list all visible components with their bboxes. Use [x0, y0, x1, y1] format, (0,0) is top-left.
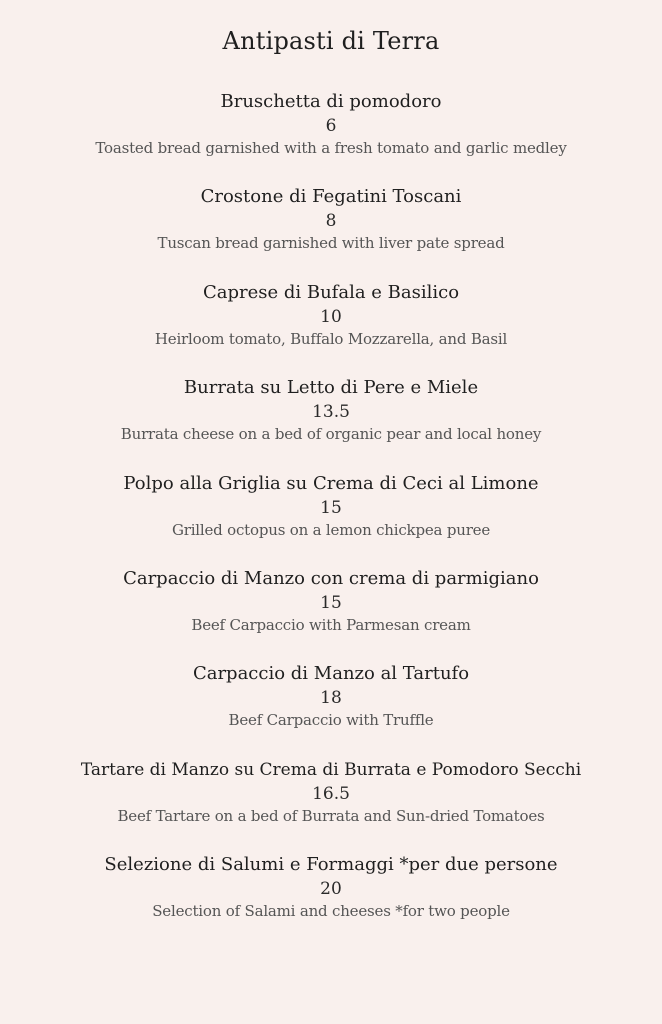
- menu-item-description: Selection of Salami and cheeses *for two people: [152, 902, 510, 921]
- menu-item-price: 10: [320, 306, 342, 327]
- menu-item: [0, 661, 662, 756]
- menu-items-list: [0, 89, 662, 948]
- menu-item-description: Beef Carpaccio with Parmesan cream: [191, 615, 471, 634]
- menu-title: Antipasti di Terra: [222, 27, 440, 55]
- menu-item-description: Grilled octopus on a lemon chickpea puree: [171, 520, 491, 539]
- menu-item: [0, 757, 662, 852]
- menu-item-name: Tartare di Manzo su Crema di Burrata e Pomodoro Secchi: [80, 759, 582, 780]
- menu-item-name: Selezione di Salumi e Formaggi *per due persone: [104, 854, 558, 876]
- menu-item-name: Carpaccio di Manzo con crema di parmigiano: [123, 567, 539, 589]
- menu-item-price: 18: [320, 688, 342, 709]
- menu-item-description: Beef Tartare on a bed of Burrata and Sun-dried Tomatoes: [117, 806, 545, 825]
- menu-item-name: Carpaccio di Manzo al Tartufo: [192, 663, 470, 685]
- menu-item-description: Tuscan bread garnished with liver pate spread: [157, 234, 505, 253]
- menu-item: [0, 89, 662, 184]
- menu-item: [0, 471, 662, 566]
- menu-item-price: 6: [325, 116, 337, 136]
- menu-item: [0, 852, 662, 947]
- menu-item: [0, 375, 662, 470]
- menu-item-price: 16.5: [312, 783, 350, 804]
- menu-item-price: 15: [320, 497, 342, 518]
- menu-item: [0, 184, 662, 279]
- menu-item-name: Crostone di Fegatini Toscani: [200, 186, 462, 208]
- menu-item-description: Heirloom tomato, Buffalo Mozzarella, and Basil: [154, 329, 508, 348]
- menu-item: [0, 566, 662, 661]
- menu-item-name: Caprese di Bufala e Basilico: [202, 281, 460, 303]
- menu-item-name: Bruschetta di pomodoro: [220, 91, 442, 112]
- menu-item: [0, 280, 662, 375]
- menu-item-price: 15: [320, 592, 342, 613]
- menu-item-description: Toasted bread garnished with a fresh tomato and garlic medley: [95, 139, 567, 157]
- menu-item-description: Beef Carpaccio with Truffle: [228, 711, 434, 730]
- menu-item-price: 20: [320, 879, 342, 900]
- menu-item-price: 13.5: [312, 402, 350, 423]
- menu-item-name: Polpo alla Griglia su Crema di Ceci al Limone: [123, 472, 539, 494]
- menu-item-name: Burrata su Letto di Pere e Miele: [183, 377, 479, 399]
- menu-item-price: 8: [325, 211, 337, 232]
- menu-item-description: Burrata cheese on a bed of organic pear and local honey: [120, 425, 542, 444]
